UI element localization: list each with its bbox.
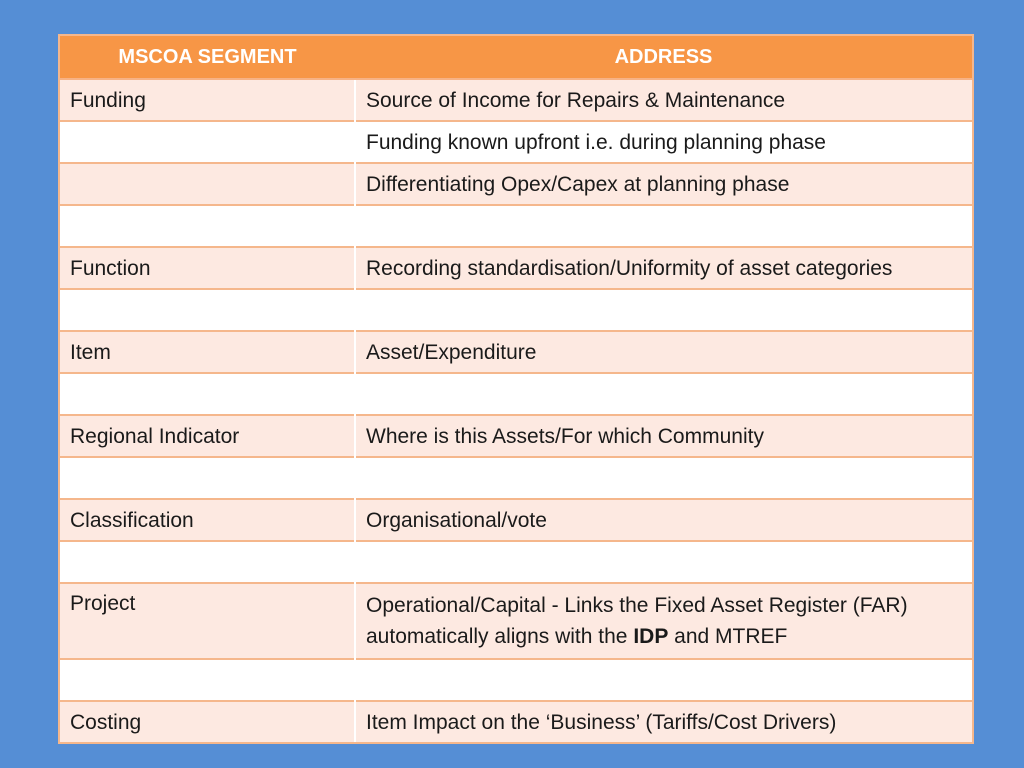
address-cell <box>355 541 972 583</box>
segment-cell: Classification <box>60 499 355 541</box>
segment-cell <box>60 121 355 163</box>
segment-cell <box>60 659 355 701</box>
address-line-2-post: and MTREF <box>674 625 788 648</box>
mscoa-table <box>60 36 972 742</box>
segment-cell: Project <box>60 583 355 659</box>
table-row <box>60 373 972 415</box>
address-line-2-pre: automatically aligns with the <box>366 625 628 648</box>
table-row <box>60 163 972 205</box>
table-row <box>60 121 972 163</box>
address-cell <box>355 583 972 659</box>
table-row <box>60 289 972 331</box>
header-segment: MSCOA SEGMENT <box>60 36 355 79</box>
table-row <box>60 247 972 289</box>
segment-cell: Costing <box>60 701 355 742</box>
address-cell: Where is this Assets/For which Community <box>355 415 972 457</box>
table-row <box>60 331 972 373</box>
address-cell: Source of Income for Repairs & Maintenance <box>355 79 972 121</box>
idp-emphasis: IDP <box>633 625 669 648</box>
address-cell <box>355 457 972 499</box>
address-cell: Differentiating Opex/Capex at planning phase <box>355 163 972 205</box>
table-row <box>60 701 972 742</box>
address-cell: Recording standardisation/Uniformity of asset categories <box>355 247 972 289</box>
table-row <box>60 205 972 247</box>
segment-cell <box>60 163 355 205</box>
address-cell <box>355 659 972 701</box>
header-address: ADDRESS <box>355 36 972 79</box>
address-cell: Item Impact on the ‘Business’ (Tariffs/Cost Drivers) <box>355 701 972 742</box>
segment-cell: Item <box>60 331 355 373</box>
segment-cell <box>60 457 355 499</box>
address-line-1: Operational/Capital - Links the Fixed Asset Register (FAR) <box>366 594 908 617</box>
segment-cell <box>60 541 355 583</box>
address-cell <box>355 205 972 247</box>
segment-cell <box>60 373 355 415</box>
table-row <box>60 541 972 583</box>
address-cell <box>355 289 972 331</box>
table-row <box>60 79 972 121</box>
segment-cell: Function <box>60 247 355 289</box>
table-row <box>60 415 972 457</box>
segment-cell: Regional Indicator <box>60 415 355 457</box>
table-row <box>60 499 972 541</box>
address-cell: Organisational/vote <box>355 499 972 541</box>
segment-cell <box>60 289 355 331</box>
header-row <box>60 36 972 79</box>
segment-cell: Funding <box>60 79 355 121</box>
table-row <box>60 457 972 499</box>
segment-cell <box>60 205 355 247</box>
address-cell: Funding known upfront i.e. during planning phase <box>355 121 972 163</box>
table-row <box>60 659 972 701</box>
address-cell <box>355 373 972 415</box>
table-row <box>60 583 972 659</box>
address-cell: Asset/Expenditure <box>355 331 972 373</box>
